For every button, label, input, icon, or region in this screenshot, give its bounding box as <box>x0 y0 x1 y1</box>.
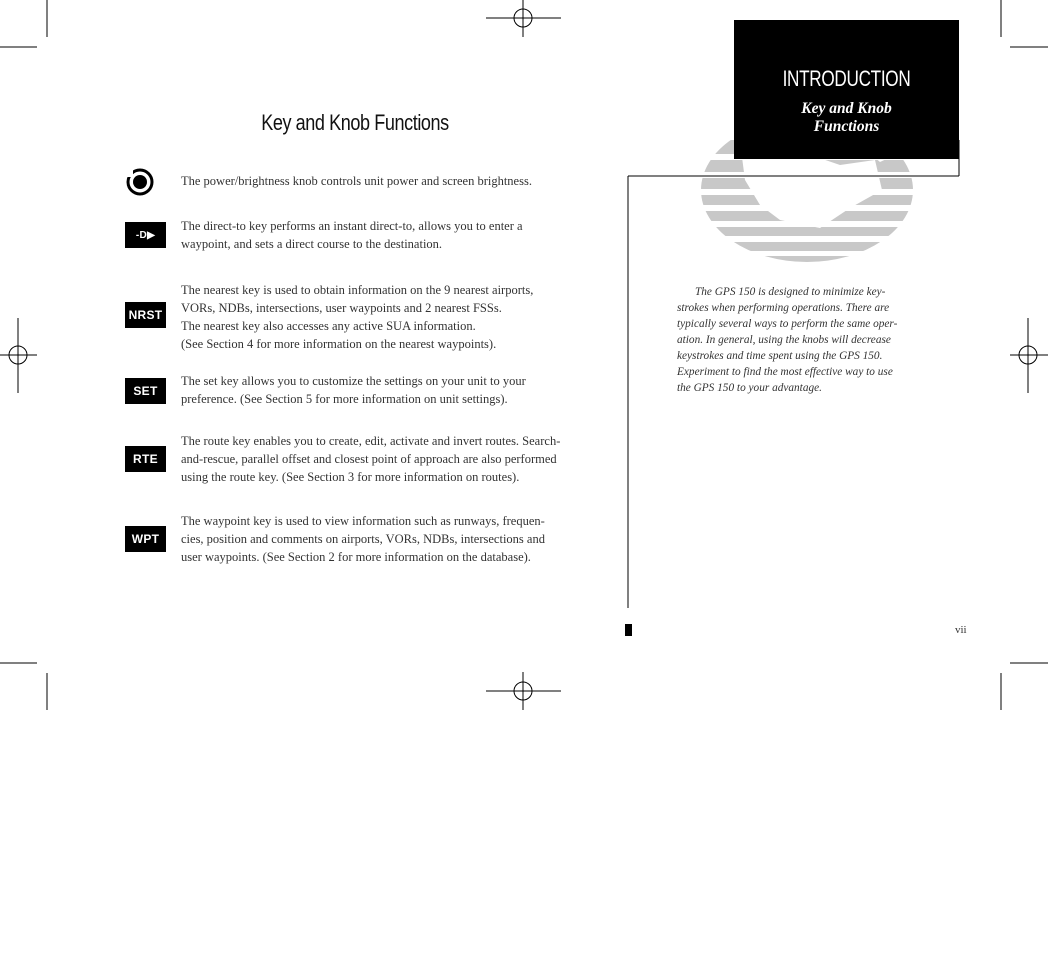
text-line: cies, position and comments on airports, VORs, NDBs, intersections and <box>181 532 545 546</box>
route-key[interactable]: RTE <box>125 446 166 472</box>
key-description <box>181 172 591 190</box>
text-line: The waypoint key is used to view information such as runways, frequen- <box>181 514 545 528</box>
section-tab <box>734 20 959 159</box>
side-note-line: typically several ways to perform the same oper- <box>677 318 898 330</box>
text-line: The nearest key is used to obtain information on the 9 nearest airports, <box>181 283 534 297</box>
side-note-line: ation. In general, using the knobs will decrease <box>677 334 891 346</box>
text-line: The set key allows you to customize the settings on your unit to your <box>181 374 526 388</box>
direct-to-key[interactable] <box>125 222 166 248</box>
text-line: and-rescue, parallel offset and closest point of approach are also performed <box>181 452 557 466</box>
text-line: using the route key. (See Section 3 for more information on routes). <box>181 470 520 484</box>
waypoint-key[interactable]: WPT <box>125 526 166 552</box>
text-line: preference. (See Section 5 for more information on unit settings). <box>181 392 508 406</box>
text-line: user waypoints. (See Section 2 for more information on the database). <box>181 550 531 564</box>
text-line: (See Section 4 for more information on the nearest waypoints). <box>181 337 497 351</box>
page-number: vii <box>955 624 967 636</box>
key-description <box>181 432 591 486</box>
section-subtitle-line: Key and Knob <box>801 100 892 117</box>
side-note-line: the GPS 150 to your advantage. <box>677 382 822 394</box>
section-subtitle <box>734 100 959 136</box>
text-line: The power/brightness knob controls unit power and screen brightness. <box>181 174 532 188</box>
text-line: waypoint, and sets a direct course to the destination. <box>181 237 443 251</box>
text-line: The nearest key also accesses any active SUA information. <box>181 319 476 333</box>
set-key[interactable]: SET <box>125 378 166 404</box>
page-title: Key and Knob Functions <box>261 110 449 135</box>
power-knob-icon <box>125 167 155 197</box>
key-description <box>181 512 591 566</box>
side-note-line: The GPS 150 is designed to minimize key- <box>695 286 886 298</box>
side-note-line: keystrokes and time spent using the GPS 150. <box>677 350 883 362</box>
nearest-key[interactable]: NRST <box>125 302 166 328</box>
key-description <box>181 372 591 408</box>
section-title: INTRODUCTION <box>782 66 911 91</box>
side-note-line: strokes when performing operations. There are <box>677 302 890 314</box>
direct-to-icon: -D▶ <box>135 229 156 241</box>
key-description <box>181 217 591 253</box>
side-note-line: Experiment to find the most effective way to use <box>677 366 893 378</box>
key-description <box>181 281 591 353</box>
side-note <box>677 284 927 396</box>
section-subtitle-line: Functions <box>813 118 880 135</box>
text-line: The route key enables you to create, edit, activate and invert routes. Search- <box>181 434 561 448</box>
text-line: The direct-to key performs an instant direct-to, allows you to enter a <box>181 219 523 233</box>
text-line: VORs, NDBs, intersections, user waypoints and 2 nearest FSSs. <box>181 301 502 315</box>
